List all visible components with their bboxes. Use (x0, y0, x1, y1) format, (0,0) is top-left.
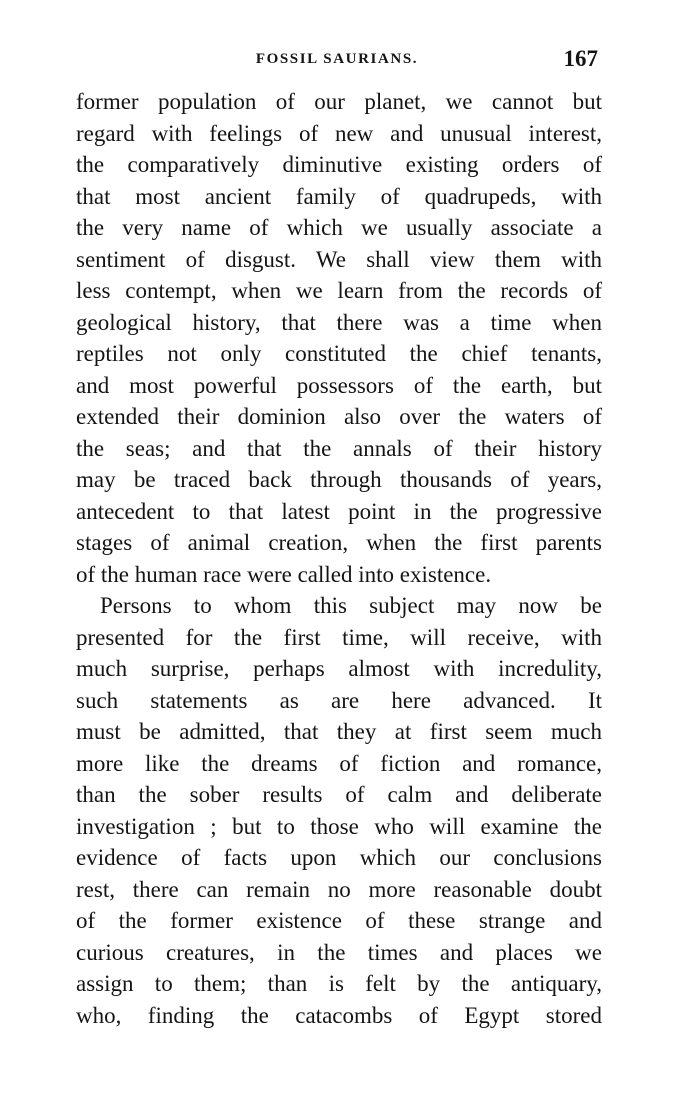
text-line: antecedent to that latest point in the progressive (76, 498, 602, 524)
body-text (76, 86, 602, 1031)
text-line: regard with feelings of new and unusual interest, (76, 120, 602, 146)
text-line: much surprise, perhaps almost with incredulity, (76, 656, 602, 681)
text-line: curious creatures, in the times and places we (76, 939, 602, 965)
text-line: evidence of facts upon which our conclusions (76, 845, 602, 870)
text-line: more like the dreams of fiction and romance, (76, 750, 602, 776)
text-line: presented for the first time, will receive, with (76, 624, 602, 650)
text-line: the very name of which we usually associate a (76, 215, 602, 240)
paragraph-1 (76, 86, 602, 590)
text-line: than the sober results of calm and deliberate (76, 782, 602, 807)
text-line: reptiles not only constituted the chief tenants, (76, 341, 602, 366)
text-line: less contempt, when we learn from the records of (76, 278, 602, 303)
text-line: extended their dominion also over the waters of (76, 404, 602, 429)
text-line: and most powerful possessors of the earth, but (76, 372, 602, 398)
text-line: stages of animal creation, when the first parents (76, 530, 602, 555)
text-line: Persons to whom this subject may now be (100, 593, 602, 618)
text-line: may be traced back through thousands of years, (76, 467, 602, 492)
text-line: geological history, that there was a time when (76, 309, 602, 335)
page-number: 167 (563, 46, 598, 71)
text-line: such statements as are here advanced. It (76, 687, 602, 713)
text-line: investigation ; but to those who will examine the (76, 813, 602, 839)
text-line: must be admitted, that they at first seem much (76, 719, 602, 744)
text-line: of the former existence of these strange and (76, 908, 602, 933)
text-line: assign to them; than is felt by the antiquary, (76, 971, 602, 996)
running-head (76, 46, 598, 76)
text-line: the seas; and that the annals of their history (76, 435, 602, 461)
text-line: of the human race were called into existence. (76, 561, 492, 587)
text-line: that most ancient family of quadrupeds, with (76, 183, 602, 209)
text-line: sentiment of disgust. We shall view them with (76, 246, 602, 272)
paragraph-2 (76, 590, 602, 1031)
text-line: former population of our planet, we cannot but (76, 89, 602, 114)
text-line: the comparatively diminutive existing orders of (76, 152, 602, 177)
text-line: rest, there can remain no more reasonable doubt (76, 876, 602, 902)
running-title: FOSSIL SAURIANS. (255, 51, 419, 67)
text-line: who, finding the catacombs of Egypt stored (76, 1002, 602, 1028)
